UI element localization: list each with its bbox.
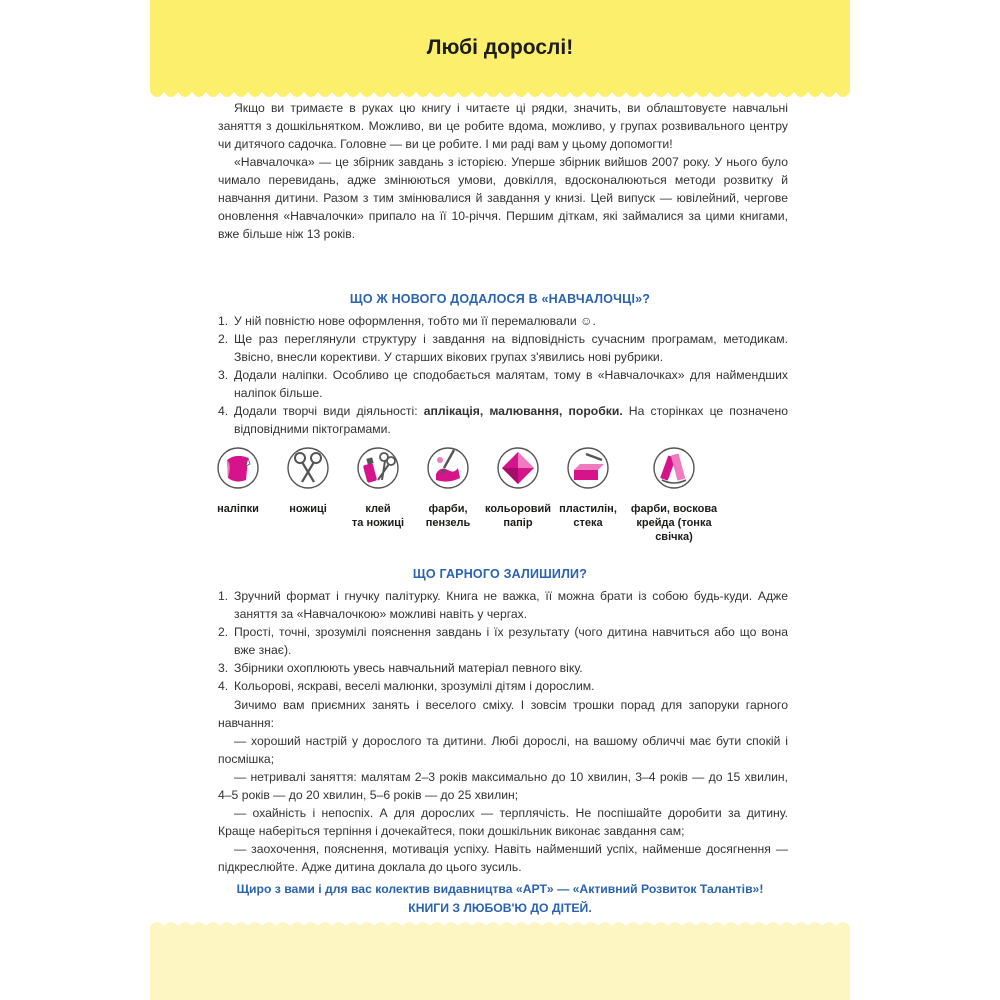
- book-page: [150, 0, 850, 1000]
- scissors-icon: [284, 444, 332, 492]
- glue-scissors-icon: [354, 444, 402, 492]
- list-item: 4. Додали творчі види діяльності: аплікація, малювання, поробки. На сторінках це позначено відповідними піктограмами.: [218, 404, 788, 436]
- closing-text: [218, 696, 788, 876]
- pictogram-label: клей та ножиці: [351, 503, 405, 529]
- list-item: 3. Додали наліпки. Особливо це сподобається малятам, тому в «Навчалочках» для наймендших наліпок більше.: [218, 368, 788, 400]
- kept-features-list: [218, 587, 788, 695]
- wax-crayon-icon: [650, 444, 698, 492]
- pictogram-wax-crayon: [622, 444, 726, 544]
- bottom-pale-band: [150, 928, 850, 1000]
- intro-text: [218, 99, 788, 243]
- list-item: 3. Збірники охоплюють увесь навчальний матеріал певного віку.: [218, 661, 583, 675]
- wavy-edge-bottom: [150, 918, 850, 930]
- page-title: Любі дорослі!: [426, 36, 574, 59]
- pictogram-label: наліпки: [217, 503, 259, 515]
- plasticine-icon: [564, 444, 612, 492]
- signature-line-1: Щиро з вами і для вас колектив видавництва «АРТ» — «Активний Розвиток Талантів»!: [236, 882, 764, 896]
- pictogram-label: кольоровий папір: [485, 503, 551, 529]
- advice-encouragement: — заохочення, пояснення, мотивація успіху. Навіть найменший успіх, найменше досягнення — підкреслюйте. Адже дитина доклала до цього зусиль.: [218, 842, 788, 874]
- stickers-icon: [214, 444, 262, 492]
- advice-mood: — хороший настрій у дорослого та дитини. Любі дорослі, на вашому обличчі має бути спокій і посмішка;: [218, 734, 788, 766]
- pictogram-label: пластилін, стека: [559, 503, 617, 529]
- pictogram-label: ножиці: [289, 503, 327, 515]
- signature-line-2: КНИГИ З ЛЮБОВ'Ю ДО ДІТЕЙ.: [408, 901, 592, 915]
- list-item: 1. У ній повністю нове оформлення, тобто ми її перемалювали ☺.: [218, 314, 596, 328]
- list-item: 2. Прості, точні, зрозумілі пояснення завдань і їх результату (чого дитина навчиться або що вона вже знає).: [218, 625, 788, 657]
- colored-paper-icon: [494, 444, 542, 492]
- paint-brush-icon: [424, 444, 472, 492]
- closing-paragraph: Зичимо вам приємних занять і веселого сміху. І зовсім трошки порад для запоруки гарного навчання:: [218, 698, 788, 730]
- list-item: 2. Ще раз переглянули структуру і завдання на відповідність сучасним програмам, методикам. Звісно, внесли корективи. У старших вікових групах з'явились нові рубрики.: [218, 332, 788, 364]
- pictogram-label: фарби, воскова крейда (тонка свічка): [630, 503, 718, 543]
- intro-paragraph-2: «Навчалочка» — це збірник завдань з історією. Уперше збірник вийшов 2007 року. У нього було чимало перевидань, адже змінюються умови, довкілля, вдосконалюються методи розвитку й навчання дитини. Разом з тим змінювалися й завдання у книзі. Цей випуск — ювілейний, чергове оновлення «Навчалочки» припало на її 10-річчя. Першим діткам, які займалися за цими книгами, вже більше ніж 13 років.: [218, 155, 788, 241]
- section-heading-new: ЩО Ж НОВОГО ДОДАЛОСЯ В «НАВЧАЛОЧЦІ»?: [349, 292, 651, 306]
- pictogram-row: [212, 444, 812, 554]
- list-item: 1. Зручний формат і гнучку палітурку. Книга не важка, її можна брати із собою будь-куди. Адже заняття за «Навчалочкою» можливі навіть у чергах.: [218, 589, 788, 621]
- publisher-signature: [150, 880, 850, 918]
- pictogram-label: фарби, пензель: [425, 503, 471, 529]
- section-heading-kept: ЩО ГАРНОГО ЗАЛИШИЛИ?: [412, 567, 588, 581]
- list-item: 4. Кольорові, яскраві, веселі малюнки, зрозумілі дітям і дорослим.: [218, 679, 595, 693]
- new-features-list: [218, 312, 788, 438]
- advice-duration: — нетривалі заняття: малятам 2–3 років максимально до 10 хвилин, 3–4 років — до 15 хвилин, 4–5 років — до 20 хвилин, 5–6 років — до 25 хвилин;: [218, 770, 788, 802]
- advice-patience: — охайність і непоспіх. А для дорослих — терплячість. Не поспішайте доробити за дитину. Краще наберіться терпіння і дочекайтеся, поки дошкільник виконає завдання сам;: [218, 806, 788, 838]
- intro-paragraph-1: Якщо ви тримаєте в руках цю книгу і читаєте ці рядки, значить, ви облаштовуєте навчальні заняття з дошкільнятком. Можливо, ви це робите вдома, можливо, у групах розвивального центру чи дитячого садочка. Головне — ви це робите. І ми раді вам у цьому допомогти!: [218, 101, 788, 151]
